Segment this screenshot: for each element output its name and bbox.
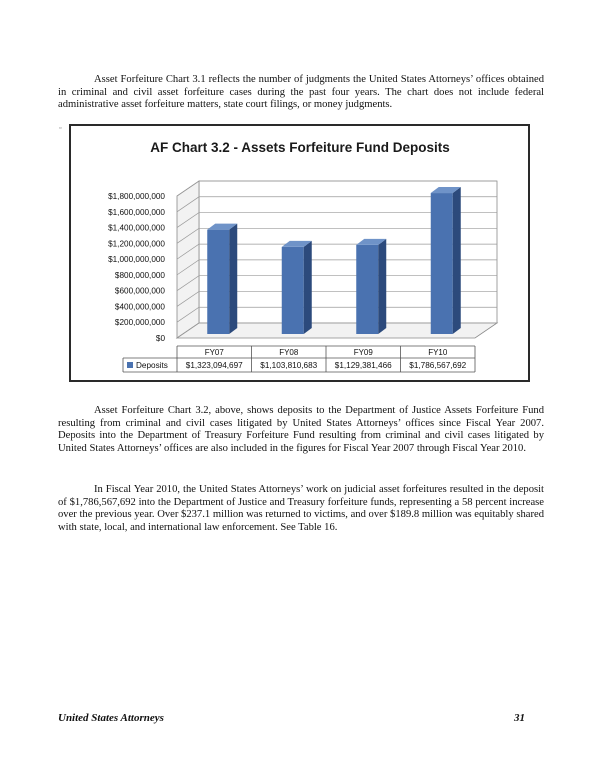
- data-table-value: $1,786,567,692: [409, 361, 467, 370]
- bar: [431, 193, 453, 334]
- bar-side: [229, 224, 237, 334]
- fy2010-summary-paragraph: In Fiscal Year 2010, the United States Attorneys’ work on judicial asset forfeitures resulted in the deposit of $1,786,567,692 into the Department of Justice and Treasury forfeiture funds, representing a 58 percent increase over the previous year. Over $237.1 million was returned to victims, and over $189.8 million was equitably shared with state, local, and international law enforcement. See Table 16.: [58, 484, 544, 533]
- y-tick-label: $400,000,000: [114, 302, 165, 312]
- legend-key: [127, 362, 133, 368]
- page-number: 31: [514, 712, 525, 724]
- chart-description-paragraph: Asset Forfeiture Chart 3.2, above, shows deposits to the Department of Justice Assets Forfeiture Fund resulting from criminal and civil cases litigated by United States Attorneys’ offices since Fiscal Year 2007. Deposits into the Department of Treasury Forfeiture Fund resulting from criminal and civil cases litigated by United States Attorneys’ offices are also included in the figures for Fiscal Year 2007 through Fiscal Year 2010.: [58, 405, 544, 454]
- legend-label: Deposits: [136, 361, 168, 370]
- bar-side: [453, 187, 461, 334]
- data-table-value: $1,323,094,697: [185, 361, 243, 370]
- bar: [282, 247, 304, 334]
- intro-paragraph: Asset Forfeiture Chart 3.1 reflects the number of judgments the United States Attorneys’ offices obtained in criminal and civil asset forfeiture cases during the past four years. The chart does not include federal administrative asset forfeiture matters, state court filings, or money judgments.: [58, 74, 544, 111]
- x-category-label: FY07: [204, 348, 224, 357]
- deposits-chart: [69, 124, 530, 382]
- x-category-label: FY09: [353, 348, 373, 357]
- y-tick-label: $800,000,000: [114, 270, 165, 280]
- data-table-value: $1,103,810,683: [260, 361, 318, 370]
- x-category-label: FY10: [428, 348, 448, 357]
- bar: [356, 245, 378, 334]
- bar-side: [304, 241, 312, 334]
- x-category-label: FY08: [279, 348, 299, 357]
- chart-canvas: [71, 126, 528, 380]
- y-tick-label: $600,000,000: [114, 286, 165, 296]
- y-tick-label: $1,000,000,000: [108, 255, 165, 265]
- bullet-marker: ▫: [59, 124, 62, 132]
- chart-title: AF Chart 3.2 - Assets Forfeiture Fund Deposits: [150, 140, 450, 155]
- y-tick-label: $1,600,000,000: [108, 207, 165, 217]
- y-tick-label: $1,400,000,000: [108, 223, 165, 233]
- y-tick-label: $1,200,000,000: [108, 239, 165, 249]
- y-tick-label: $200,000,000: [114, 318, 165, 328]
- bar: [207, 230, 229, 334]
- y-tick-label: $1,800,000,000: [108, 192, 165, 201]
- bar-side: [378, 239, 386, 334]
- footer-title: United States Attorneys: [58, 712, 164, 724]
- y-tick-label: $0: [155, 334, 165, 343]
- data-table-value: $1,129,381,466: [334, 361, 392, 370]
